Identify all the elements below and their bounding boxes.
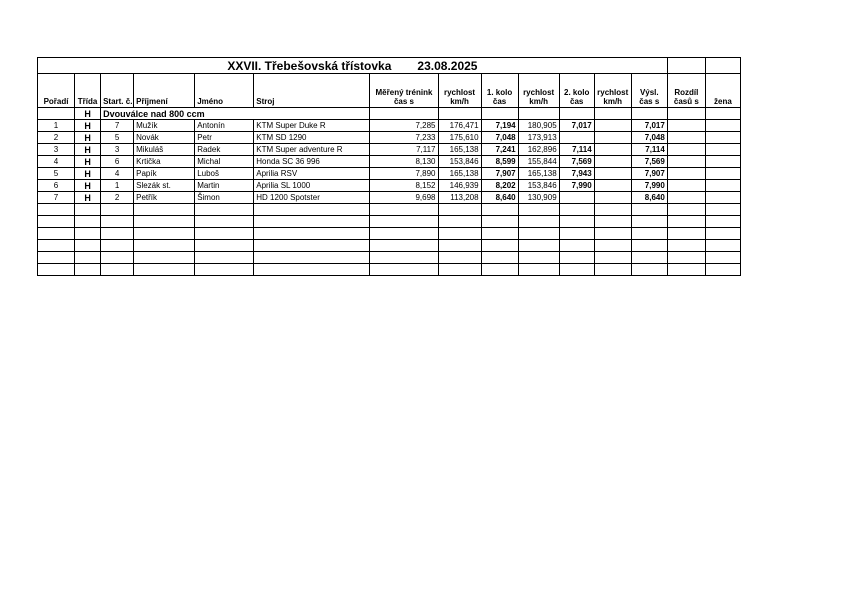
machine-cell: KTM SD 1290 (254, 132, 370, 144)
empty-cell (631, 204, 667, 216)
empty-cell (195, 204, 254, 216)
empty-cell (631, 228, 667, 240)
run1-time-cell: 7,907 (481, 168, 518, 180)
empty-cell (438, 264, 481, 276)
empty-cell (75, 228, 101, 240)
run2-speed-cell (594, 192, 631, 204)
empty-cell (518, 252, 559, 264)
empty-row (38, 228, 741, 240)
class-cell: H (75, 144, 101, 156)
empty-cell (370, 228, 438, 240)
practice-speed-cell: 146,939 (438, 180, 481, 192)
empty-cell (631, 216, 667, 228)
run1-speed-cell: 180,905 (518, 120, 559, 132)
empty-cell (481, 240, 518, 252)
empty-cell (667, 216, 705, 228)
header-trenink: Měřený trénink čas s (370, 74, 438, 108)
header-rychlost-trenink: rychlost km/h (438, 74, 481, 108)
run2-time-cell: 7,990 (559, 180, 594, 192)
empty-cell (594, 228, 631, 240)
empty-cell (481, 216, 518, 228)
rank-cell: 4 (38, 156, 75, 168)
woman-cell (705, 132, 740, 144)
surname-cell: Mužík (134, 120, 195, 132)
table-row (38, 132, 741, 144)
empty-cell (254, 204, 370, 216)
run2-speed-cell (594, 168, 631, 180)
empty-cell (667, 240, 705, 252)
practice-time-cell: 8,152 (370, 180, 438, 192)
first-name-cell: Petr (195, 132, 254, 144)
empty-cell (134, 240, 195, 252)
empty-cell (38, 240, 75, 252)
empty-cell (254, 228, 370, 240)
practice-time-cell: 7,890 (370, 168, 438, 180)
class-cell: H (75, 120, 101, 132)
run2-time-cell: 7,114 (559, 144, 594, 156)
empty-cell (101, 228, 134, 240)
woman-cell (705, 156, 740, 168)
run1-time-cell: 7,048 (481, 132, 518, 144)
empty-cell (75, 240, 101, 252)
run1-speed-cell: 173,913 (518, 132, 559, 144)
header-prijmeni: Příjmení (134, 74, 195, 108)
empty-cell (134, 264, 195, 276)
page-title (38, 58, 668, 74)
title-row (38, 58, 741, 74)
empty-cell (195, 240, 254, 252)
final-time-cell: 7,048 (631, 132, 667, 144)
header-jmeno: Jméno (195, 74, 254, 108)
empty-cell (75, 252, 101, 264)
empty-cell (38, 252, 75, 264)
empty-cell (38, 216, 75, 228)
run1-time-cell: 7,241 (481, 144, 518, 156)
table-row (38, 120, 741, 132)
empty-cell (594, 204, 631, 216)
run2-speed-cell (594, 156, 631, 168)
rank-cell: 7 (38, 192, 75, 204)
run2-speed-cell (594, 120, 631, 132)
empty-cell (101, 264, 134, 276)
header-stroj: Stroj (254, 74, 370, 108)
time-difference-cell (667, 144, 705, 156)
time-difference-cell (667, 180, 705, 192)
time-difference-cell (667, 132, 705, 144)
practice-time-cell: 7,117 (370, 144, 438, 156)
event-name: XXVII. Třebešovská třístovka (227, 58, 392, 73)
table-row (38, 192, 741, 204)
empty-cell (101, 240, 134, 252)
first-name-cell: Radek (195, 144, 254, 156)
empty-cell (631, 252, 667, 264)
empty-cell (438, 240, 481, 252)
empty-cell (559, 204, 594, 216)
empty-cell (559, 264, 594, 276)
machine-cell: Honda SC 36 996 (254, 156, 370, 168)
event-date: 23.08.2025 (417, 58, 478, 73)
empty-cell (667, 58, 705, 74)
empty-cell (667, 228, 705, 240)
run2-time-cell (559, 132, 594, 144)
class-cell: H (75, 132, 101, 144)
empty-cell (38, 204, 75, 216)
empty-cell (370, 240, 438, 252)
empty-cell (594, 264, 631, 276)
results-table (37, 57, 741, 276)
empty-cell (195, 228, 254, 240)
empty-cell (101, 216, 134, 228)
empty-cell (195, 252, 254, 264)
empty-row (38, 252, 741, 264)
machine-cell: HD 1200 Spotster (254, 192, 370, 204)
surname-cell: Novák (134, 132, 195, 144)
header-poradi: Pořadí (38, 74, 75, 108)
empty-cell (667, 204, 705, 216)
empty-cell (134, 216, 195, 228)
first-name-cell: Martin (195, 180, 254, 192)
empty-cell (101, 204, 134, 216)
class-cell: H (75, 156, 101, 168)
final-time-cell: 7,990 (631, 180, 667, 192)
final-time-cell: 8,640 (631, 192, 667, 204)
empty-cell (438, 216, 481, 228)
first-name-cell: Michal (195, 156, 254, 168)
rank-cell: 3 (38, 144, 75, 156)
empty-cell (481, 252, 518, 264)
empty-cell (438, 252, 481, 264)
practice-speed-cell: 175,610 (438, 132, 481, 144)
first-name-cell: Luboš (195, 168, 254, 180)
time-difference-cell (667, 168, 705, 180)
empty-cell (481, 264, 518, 276)
run2-time-cell: 7,943 (559, 168, 594, 180)
empty-cell (518, 216, 559, 228)
practice-time-cell: 7,233 (370, 132, 438, 144)
empty-cell (75, 264, 101, 276)
woman-cell (705, 192, 740, 204)
run2-time-cell (559, 192, 594, 204)
rank-cell: 5 (38, 168, 75, 180)
machine-cell: Aprilia RSV (254, 168, 370, 180)
empty-cell (370, 264, 438, 276)
header-kolo2: 2. kolo čas (559, 74, 594, 108)
empty-cell (38, 228, 75, 240)
start-number-cell: 1 (101, 180, 134, 192)
practice-speed-cell: 153,846 (438, 156, 481, 168)
run1-time-cell: 7,194 (481, 120, 518, 132)
rank-cell: 6 (38, 180, 75, 192)
run2-speed-cell (594, 144, 631, 156)
empty-cell (481, 228, 518, 240)
empty-cell (705, 252, 740, 264)
table-row (38, 168, 741, 180)
first-name-cell: Antonín (195, 120, 254, 132)
empty-cell (134, 228, 195, 240)
empty-cell (667, 264, 705, 276)
table-row (38, 156, 741, 168)
empty-cell (481, 204, 518, 216)
header-row (38, 74, 741, 108)
start-number-cell: 6 (101, 156, 134, 168)
header-start: Start. č. (101, 74, 134, 108)
category-class: H (75, 108, 101, 120)
empty-cell (134, 252, 195, 264)
header-trida: Třída (75, 74, 101, 108)
surname-cell: Mikuláš (134, 144, 195, 156)
empty-cell (195, 264, 254, 276)
time-difference-cell (667, 120, 705, 132)
category-name: Dvouválce nad 800 ccm (101, 108, 370, 120)
category-row (38, 108, 741, 120)
empty-cell (518, 228, 559, 240)
header-rychlost-kolo1: rychlost km/h (518, 74, 559, 108)
run2-speed-cell (594, 180, 631, 192)
practice-time-cell: 8,130 (370, 156, 438, 168)
empty-cell (667, 252, 705, 264)
empty-cell (705, 240, 740, 252)
start-number-cell: 2 (101, 192, 134, 204)
class-cell: H (75, 192, 101, 204)
empty-cell (631, 240, 667, 252)
run2-time-cell: 7,017 (559, 120, 594, 132)
table-row (38, 180, 741, 192)
empty-row (38, 264, 741, 276)
empty-cell (75, 204, 101, 216)
empty-cell (254, 264, 370, 276)
run1-speed-cell: 162,896 (518, 144, 559, 156)
run1-speed-cell: 155,844 (518, 156, 559, 168)
time-difference-cell (667, 192, 705, 204)
start-number-cell: 4 (101, 168, 134, 180)
empty-cell (559, 252, 594, 264)
machine-cell: KTM Super adventure R (254, 144, 370, 156)
run2-speed-cell (594, 132, 631, 144)
practice-time-cell: 7,285 (370, 120, 438, 132)
woman-cell (705, 168, 740, 180)
empty-cell (254, 252, 370, 264)
empty-row (38, 216, 741, 228)
run1-time-cell: 8,640 (481, 192, 518, 204)
run1-speed-cell: 165,138 (518, 168, 559, 180)
start-number-cell: 3 (101, 144, 134, 156)
empty-cell (370, 252, 438, 264)
run1-time-cell: 8,202 (481, 180, 518, 192)
empty-cell (594, 240, 631, 252)
machine-cell: Aprilia SL 1000 (254, 180, 370, 192)
empty-cell (594, 252, 631, 264)
header-kolo1: 1. kolo čas (481, 74, 518, 108)
surname-cell: Slezák st. (134, 180, 195, 192)
surname-cell: Papík (134, 168, 195, 180)
rank-cell: 1 (38, 120, 75, 132)
empty-cell (559, 240, 594, 252)
empty-cell (705, 264, 740, 276)
practice-time-cell: 9,698 (370, 192, 438, 204)
surname-cell: Petřík (134, 192, 195, 204)
woman-cell (705, 180, 740, 192)
final-time-cell: 7,569 (631, 156, 667, 168)
header-vysledny-cas: Výsl. čas s (631, 74, 667, 108)
time-difference-cell (667, 156, 705, 168)
empty-cell (370, 216, 438, 228)
empty-cell (705, 58, 740, 74)
empty-cell (705, 204, 740, 216)
final-time-cell: 7,017 (631, 120, 667, 132)
empty-cell (438, 228, 481, 240)
run1-time-cell: 8,599 (481, 156, 518, 168)
run1-speed-cell: 130,909 (518, 192, 559, 204)
practice-speed-cell: 165,138 (438, 144, 481, 156)
practice-speed-cell: 113,208 (438, 192, 481, 204)
class-cell: H (75, 168, 101, 180)
empty-cell (254, 216, 370, 228)
empty-cell (438, 204, 481, 216)
empty-cell (254, 240, 370, 252)
empty-cell (38, 108, 75, 120)
table-row (38, 144, 741, 156)
run1-speed-cell: 153,846 (518, 180, 559, 192)
first-name-cell: Šimon (195, 192, 254, 204)
empty-cell (101, 252, 134, 264)
header-rychlost-kolo2: rychlost km/h (594, 74, 631, 108)
empty-cell (518, 264, 559, 276)
surname-cell: Krtička (134, 156, 195, 168)
run2-time-cell: 7,569 (559, 156, 594, 168)
start-number-cell: 7 (101, 120, 134, 132)
header-zena: žena (705, 74, 740, 108)
empty-cell (631, 264, 667, 276)
practice-speed-cell: 176,471 (438, 120, 481, 132)
header-rozdil: Rozdíl časů s (667, 74, 705, 108)
woman-cell (705, 144, 740, 156)
empty-cell (559, 216, 594, 228)
empty-row (38, 204, 741, 216)
empty-row (38, 240, 741, 252)
empty-cell (705, 228, 740, 240)
empty-cell (518, 240, 559, 252)
final-time-cell: 7,114 (631, 144, 667, 156)
empty-cell (594, 216, 631, 228)
practice-speed-cell: 165,138 (438, 168, 481, 180)
machine-cell: KTM Super Duke R (254, 120, 370, 132)
empty-cell (559, 228, 594, 240)
class-cell: H (75, 180, 101, 192)
empty-cell (134, 204, 195, 216)
empty-cell (370, 204, 438, 216)
woman-cell (705, 120, 740, 132)
empty-cell (518, 204, 559, 216)
empty-cell (705, 216, 740, 228)
start-number-cell: 5 (101, 132, 134, 144)
rank-cell: 2 (38, 132, 75, 144)
empty-cell (38, 264, 75, 276)
final-time-cell: 7,907 (631, 168, 667, 180)
empty-cell (195, 216, 254, 228)
empty-cell (75, 216, 101, 228)
